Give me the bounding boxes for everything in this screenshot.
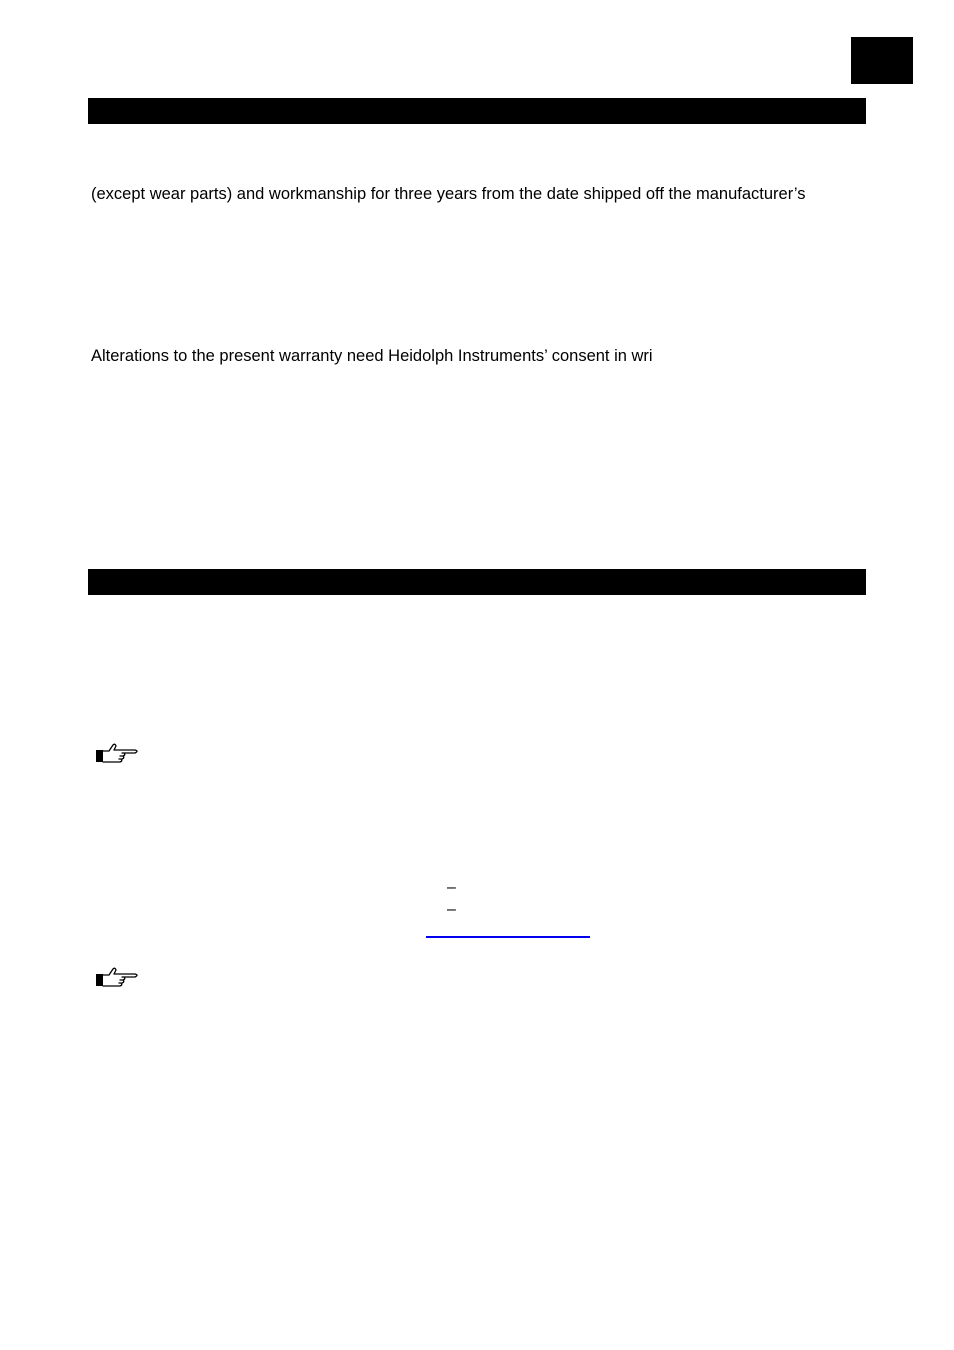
page-corner-tab [851,37,913,84]
list-dash-2: – [447,901,456,918]
section-header-bar-warranty [88,98,866,124]
pointing-hand-icon [95,966,141,990]
email-link-underline[interactable] [426,936,590,938]
list-dash-1: – [447,879,456,896]
section-header-bar-questions [88,569,866,595]
pointing-hand-icon [95,742,141,766]
warranty-text-line: (except wear parts) and workmanship for three years from the date shipped off the manufacturer’s [91,185,806,203]
alterations-text-line: Alterations to the present warranty need Heidolph Instruments’ consent in wri [91,347,653,365]
